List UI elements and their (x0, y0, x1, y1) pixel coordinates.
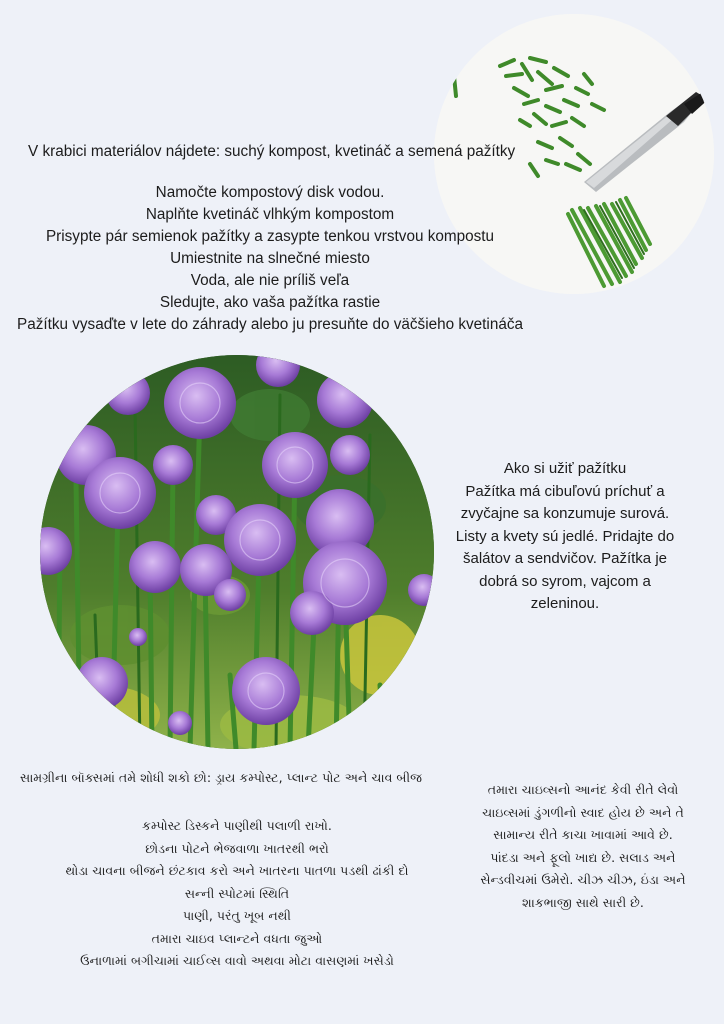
gujarati-enjoy-text: ચાઇવ્સમાં ડુંગળીનો સ્વાદ હોય છે અને તે સામાન્ય રીતે કાચા ખાવામાં આવે છે. પાંદડા અને ફૂલો ખાદ્ય છે. સલાડ અને સેન્ડવીચમાં ઉમેરો. ચીઝ ચીઝ, ઇંડા અને શાકભાજી સાથે સારી છે. (480, 804, 686, 910)
gujarati-steps (0, 815, 474, 973)
gujarati-step: પાણી, પરંતુ ખૂબ નથી (183, 908, 291, 923)
gujarati-step: છોડના પોટને ભેજવાળા ખાતરથી ભરો (145, 840, 329, 856)
gujarati-step: તમારા ચાઇવ પ્લાન્ટને વધતા જુઓ (151, 930, 323, 946)
gujarati-step: થોડા ચાવના બીજને છંટકાવ કરો અને ખાતરના પાતળા પડથી ઢાંકી દો (65, 863, 409, 878)
gujarati-enjoy-title: તમારા ચાઇવ્સનો આનંદ કેવી રીતે લેવો (487, 782, 679, 797)
slovak-step: Voda, ale nie príliš veľa (190, 272, 350, 289)
slovak-enjoy-section (450, 458, 680, 616)
gujarati-step: કમ્પોસ્ટ ડિસ્કને પાણીથી પલાળી રાખો. (142, 818, 332, 833)
slovak-materials-line: V krabici materiálov nájdete: suchý kompost, kvetináč a semená pažítky (28, 143, 516, 160)
slovak-enjoy-title: Ako si užiť pažítku (503, 460, 627, 477)
slovak-step: Pažítku vysaďte v lete do záhrady alebo ju presuňte do väčšieho kvetináča (17, 316, 523, 333)
slovak-enjoy-text: Pažítka má cibuľovú príchuť a zvyčajne sa konzumuje surová. Listy a kvety sú jedlé. Pridajte do šalátov a sendvičov. Pažítka je dobrá so syrom, vajcom a zeleninou. (455, 482, 675, 612)
gujarati-step: ઉનાળામાં બગીચામાં ચાઈવ્સ વાવો અથવા મોટા વાસણમાં ખસેડો (80, 953, 394, 968)
gujarati-materials-line: સામગ્રીના બૉક્સમાં તમે શોધી શકો છો: ડ્રાય કમ્પોસ્ટ, પ્લાન્ટ પોટ અને ચાવ બીજ (20, 770, 423, 785)
gujarati-step: સન્ની સ્પોટમાં સ્થિતિ (184, 885, 290, 901)
slovak-step: Naplňte kvetináč vlhkým kompostom (145, 206, 395, 223)
slovak-step: Sledujte, ako vaša pažítka rastie (159, 294, 381, 311)
slovak-step: Prisypte pár semienok pažítky a zasypte tenkou vrstvou kompostu (45, 228, 495, 245)
slovak-step: Namočte kompostový disk vodou. (155, 184, 385, 201)
slovak-step: Umiestnite na slnečné miesto (170, 250, 370, 267)
chive-flowers-illustration (40, 355, 434, 749)
gujarati-enjoy-section (478, 779, 688, 914)
chive-flowers-photo (40, 355, 434, 749)
slovak-steps (0, 182, 540, 336)
